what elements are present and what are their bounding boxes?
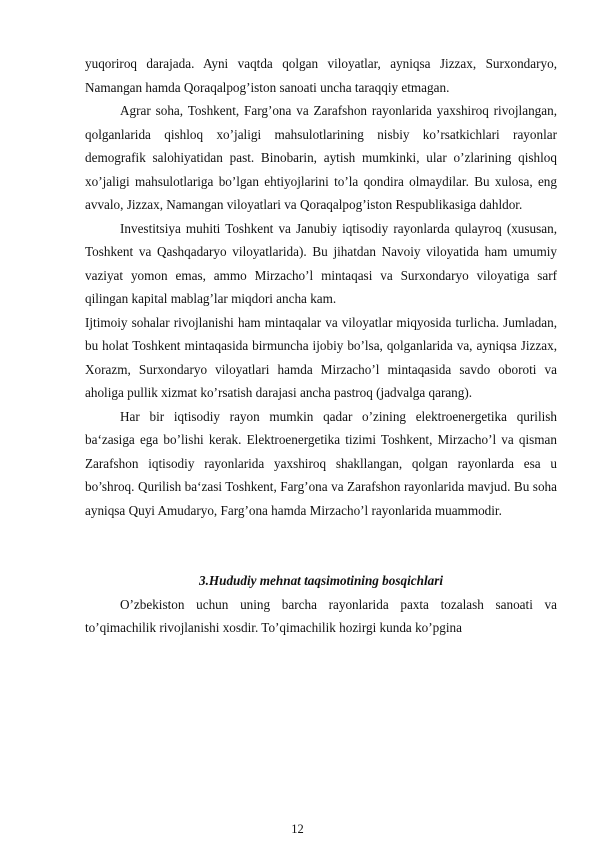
section-heading: 3.Hududiy mehnat taqsimotining bosqichlari [198, 573, 444, 588]
paragraph-paxta-tozalash: O’zbekiston uchun uning barcha rayonlarida paxta tozalash sanoati va to’qimachilik rivojlanishi xosdir. To’qimachilik hozirgi kunda ko’pgina [85, 596, 557, 635]
paragraph-agrar-soha: Agrar soha, Toshkent, Farg’ona va Zarafshon rayonlarida yaxshiroq rivojlangan, qolganlarida qishloq xo’jaligi mahsulotlarining nisbiy ko’rsatkichlari rayonlar demografik salohiyatidan past. Binobarin, aytish mumkinki, ular o’zlarining qishloq xo’jaligi mahsulotlariga bo’lgan ehtiyojlarini to’la qondira olmaydilar. Bu xulosa, eng avvalo, Jizzax, Namangan viloyatlari va Qoraqalpog’iston Respublikasiga dahldor. [85, 103, 557, 212]
paragraph-continuation: yuqoriroq darajada. Ayni vaqtda qolgan viloyatlar, ayniqsa Jizzax, Surxondaryo, Namangan hamda Qoraqalpog’iston sanoati uncha taraqqiy etmagan. [85, 56, 557, 95]
page-number: 12 [291, 822, 304, 836]
paragraph-elektroenergetika: Har bir iqtisodiy rayon mumkin qadar o’zining elektroenergetika qurilish ba‘zasiga ega bo’lishi kerak. Elektroenergetika tizimi Toshkent, Mirzacho’l va qisman Zarafshon iqtisodiy rayonlarida yaxshiroq shakllangan, qolgan rayonlarda esa u bo’shroq. Qurilish ba‘zasi Toshkent, Farg’ona va Zarafshon rayonlarida mavjud. Bu soha ayniqsa Quyi Amudaryo, Farg’ona hamda Mirzacho’l rayonlarida muammodir. [85, 408, 557, 518]
section-spacer [85, 522, 557, 569]
paragraph-ijtimoiy-sohalar: Ijtimoiy sohalar rivojlanishi ham mintaqalar va viloyatlar miqyosida turlicha. Jumladan, bu holat Toshkent mintaqasida birmuncha ijobiy bo’lsa, qolganlarida va, ayniqsa Jizzax, Xorazm, Surxondaryo viloyatlari hamda Mirzacho’l mintaqasida savdo oboroti va aholiga pullik xizmat ko’rsatish darajasi ancha pastroq (jadvalga qarang). [85, 314, 557, 400]
paragraph-investitsiya-muhiti: Investitsiya muhiti Toshkent va Janubiy iqtisodiy rayonlarda qulayroq (xususan, Toshkent va Qashqadaryo viloyatlarida). Bu jihatdan Navoiy viloyatida ham umumiy vaziyat yomon emas, ammo Mirzacho’l mintaqasi va Surxondaryo viloyatiga sarf qilingan kapital mablag’lar miqdori ancha kam. [85, 220, 557, 306]
document-page [85, 52, 557, 640]
